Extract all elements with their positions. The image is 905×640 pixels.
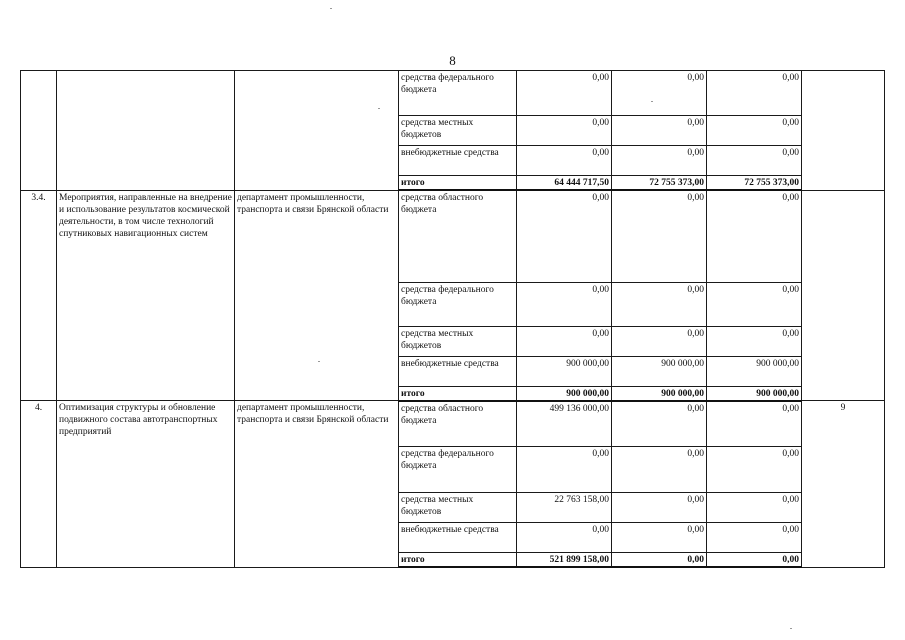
value-cell: 0,00 <box>612 401 707 447</box>
table-row <box>21 401 885 447</box>
title-cell: Мероприятия, направленные на внедрение и использование результатов космической деятельности, в том числе технологий спутниковых навигационных систем <box>57 190 235 401</box>
value-cell: 0,00 <box>612 190 707 282</box>
value-cell: 0,00 <box>517 282 612 326</box>
number-cell <box>21 71 57 191</box>
value-cell: 0,00 <box>517 190 612 282</box>
source-cell: итого <box>399 553 517 568</box>
source-cell: средства местных бюджетов <box>399 326 517 356</box>
executor-cell: департамент промышленности, транспорта и связи Брянской области <box>235 190 399 401</box>
source-cell: средства федерального бюджета <box>399 282 517 326</box>
value-cell: 0,00 <box>612 447 707 493</box>
scan-speck <box>378 108 380 109</box>
value-cell: 0,00 <box>707 190 802 282</box>
value-cell: 22 763 158,00 <box>517 493 612 523</box>
value-cell: 521 899 158,00 <box>517 553 612 568</box>
value-cell: 0,00 <box>612 282 707 326</box>
scan-speck <box>330 8 332 9</box>
page-number: 8 <box>449 53 456 68</box>
value-cell: 0,00 <box>707 326 802 356</box>
value-cell: 0,00 <box>707 553 802 568</box>
value-cell: 0,00 <box>707 71 802 116</box>
source-cell: внебюджетные средства <box>399 146 517 176</box>
value-cell: 900 000,00 <box>612 386 707 401</box>
executor-cell: департамент промышленности, транспорта и связи Брянской области <box>235 401 399 568</box>
value-cell: 0,00 <box>517 523 612 553</box>
extra-cell <box>802 190 885 401</box>
source-cell: внебюджетные средства <box>399 523 517 553</box>
value-cell: 0,00 <box>612 116 707 146</box>
value-cell: 900 000,00 <box>707 386 802 401</box>
scan-speck <box>651 101 653 102</box>
source-cell: средства областного бюджета <box>399 401 517 447</box>
extra-cell: 9 <box>802 401 885 568</box>
number-cell: 3.4. <box>21 190 57 401</box>
scan-speck <box>318 361 320 362</box>
value-cell: 0,00 <box>517 447 612 493</box>
source-cell: итого <box>399 386 517 401</box>
extra-cell <box>802 71 885 191</box>
source-cell: средства местных бюджетов <box>399 116 517 146</box>
value-cell: 900 000,00 <box>517 386 612 401</box>
number-cell: 4. <box>21 401 57 568</box>
value-cell: 0,00 <box>517 326 612 356</box>
value-cell: 0,00 <box>707 401 802 447</box>
title-cell: Оптимизация структуры и обновление подвижного состава автотранспортных предприятий <box>57 401 235 568</box>
value-cell: 0,00 <box>707 282 802 326</box>
executor-cell <box>235 71 399 191</box>
value-cell: 900 000,00 <box>707 356 802 386</box>
source-cell: внебюджетные средства <box>399 356 517 386</box>
value-cell: 0,00 <box>612 71 707 116</box>
source-cell: итого <box>399 176 517 191</box>
value-cell: 0,00 <box>517 116 612 146</box>
value-cell: 499 136 000,00 <box>517 401 612 447</box>
value-cell: 72 755 373,00 <box>707 176 802 191</box>
source-cell: средства местных бюджетов <box>399 493 517 523</box>
value-cell: 0,00 <box>707 146 802 176</box>
title-cell <box>57 71 235 191</box>
value-cell: 0,00 <box>707 493 802 523</box>
value-cell: 0,00 <box>707 116 802 146</box>
table-row <box>21 190 885 282</box>
value-cell: 0,00 <box>707 523 802 553</box>
value-cell: 0,00 <box>612 523 707 553</box>
budget-table <box>20 70 885 568</box>
value-cell: 72 755 373,00 <box>612 176 707 191</box>
value-cell: 0,00 <box>612 493 707 523</box>
source-cell: средства федерального бюджета <box>399 71 517 116</box>
value-cell: 0,00 <box>612 326 707 356</box>
value-cell: 0,00 <box>517 71 612 116</box>
table-row <box>21 71 885 116</box>
value-cell: 0,00 <box>517 146 612 176</box>
value-cell: 64 444 717,50 <box>517 176 612 191</box>
source-cell: средства областного бюджета <box>399 190 517 282</box>
scan-speck <box>790 628 792 629</box>
value-cell: 0,00 <box>707 447 802 493</box>
source-cell: средства федерального бюджета <box>399 447 517 493</box>
value-cell: 900 000,00 <box>612 356 707 386</box>
value-cell: 0,00 <box>612 146 707 176</box>
value-cell: 0,00 <box>612 553 707 568</box>
value-cell: 900 000,00 <box>517 356 612 386</box>
